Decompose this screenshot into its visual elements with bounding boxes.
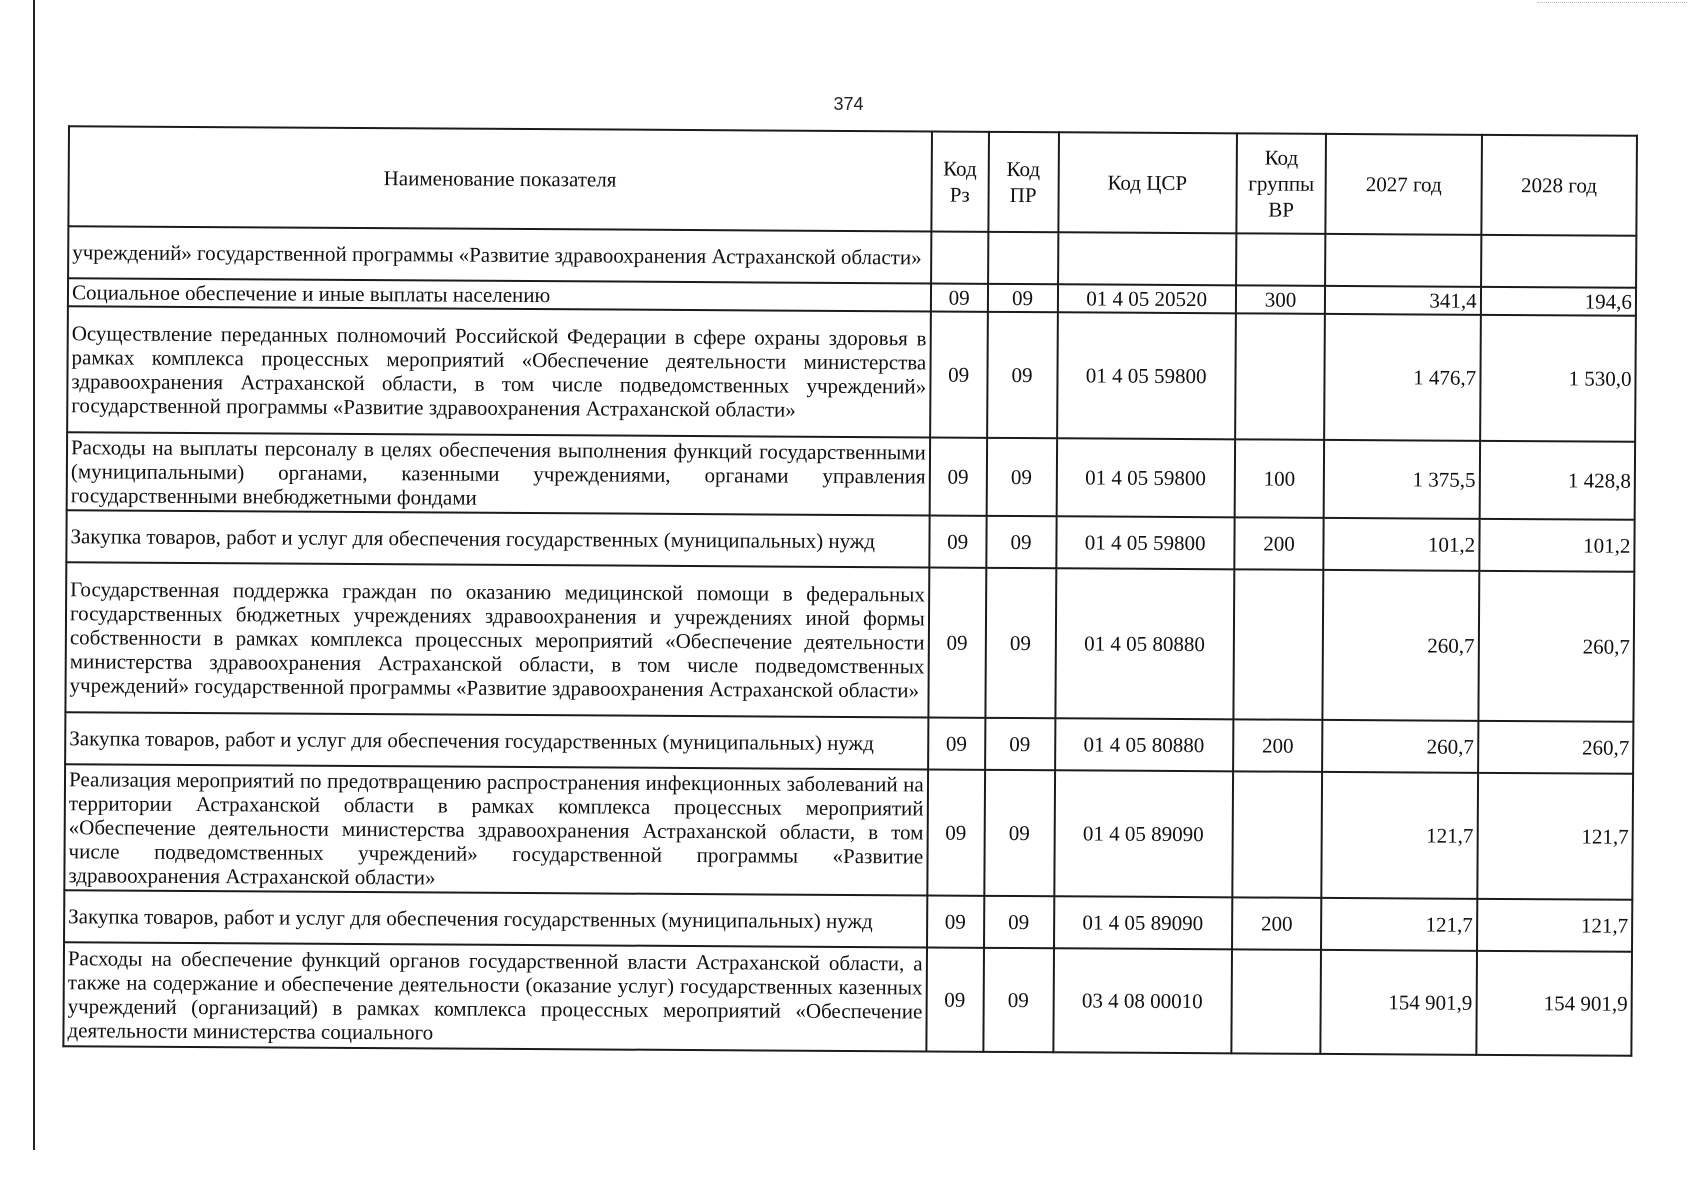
row-pr: 09 [986, 438, 1056, 516]
row-2028: 260,7 [1478, 571, 1634, 722]
row-csr: 01 4 05 59800 [1057, 312, 1236, 439]
page-number: 374 [833, 94, 864, 114]
row-2028: 1 428,8 [1479, 441, 1635, 520]
row-2027: 341,4 [1325, 286, 1480, 315]
row-pr: 09 [987, 284, 1057, 312]
row-pr: 09 [987, 312, 1058, 438]
row-2027: 260,7 [1322, 720, 1478, 773]
row-2027: 101,2 [1324, 518, 1480, 571]
row-name: Закупка товаров, работ и услуг для обеспечения государственных (муниципальных) нужд [65, 712, 928, 769]
row-name: Закупка товаров, работ и услуг для обеспечения государственных (муниципальных) нужд [66, 510, 929, 567]
row-vr [1236, 233, 1326, 286]
row-name: Закупка товаров, работ и услуг для обеспечения государственных (муниципальных) нужд [64, 890, 927, 947]
row-name: Социальное обеспечение и иные выплаты населению [68, 278, 931, 311]
row-rz: 09 [928, 717, 985, 769]
row-csr: 01 4 05 89090 [1054, 896, 1233, 949]
row-vr: 100 [1234, 439, 1324, 518]
row-pr: 09 [983, 948, 1054, 1052]
row-name: Расходы на выплаты персоналу в целях обеспечения выполнения функций государственными (муниципальными) органами, казенными учреждениями, органами управления государственными внебюджетными фондами [67, 432, 930, 515]
row-pr: 09 [985, 568, 1056, 718]
row-rz: 09 [926, 947, 983, 1051]
row-pr: 09 [986, 516, 1056, 568]
table-row [67, 432, 1635, 520]
row-rz: 09 [931, 283, 988, 311]
header-vr: Код группы ВР [1236, 133, 1326, 234]
row-rz: 09 [927, 769, 985, 895]
header-rz: Код Рз [931, 131, 988, 231]
table-row [64, 890, 1632, 952]
row-vr: 200 [1232, 897, 1322, 950]
table-row [65, 712, 1633, 774]
budget-table [62, 125, 1638, 1057]
row-csr: 01 4 05 89090 [1054, 770, 1233, 897]
row-rz: 09 [928, 567, 986, 717]
row-vr: 200 [1233, 719, 1323, 772]
row-rz [931, 231, 988, 283]
row-csr [1058, 232, 1237, 285]
row-2028: 121,7 [1477, 773, 1633, 900]
row-2027: 1 476,7 [1325, 314, 1481, 441]
row-name: Реализация мероприятий по предотвращению распространения инфекционных заболеваний на территории Астраханской области в рамках комплекса процессных мероприятий «Обеспечение деятельности министерства здравоохранения Астраханской области, в том числе подведомственных учреждений» государственной программы «Развитие здравоохранения Астраханской области» [64, 764, 927, 895]
row-pr [988, 232, 1058, 284]
header-name: Наименование показателя [68, 126, 931, 231]
row-rz: 09 [930, 311, 988, 437]
row-csr: 01 4 05 59800 [1056, 438, 1235, 517]
row-rz: 09 [927, 895, 984, 947]
row-2027: 260,7 [1323, 570, 1479, 721]
row-vr: 200 [1234, 517, 1324, 570]
row-csr: 01 4 05 80880 [1055, 568, 1234, 719]
row-2027 [1325, 234, 1481, 287]
table-row [67, 306, 1636, 442]
row-2027: 154 901,9 [1321, 950, 1477, 1055]
row-pr: 09 [984, 896, 1054, 948]
row-vr [1232, 771, 1322, 898]
row-csr: 01 4 05 59800 [1056, 516, 1235, 569]
row-2028: 1 530,0 [1480, 315, 1636, 442]
row-2027: 1 375,5 [1324, 440, 1480, 519]
row-2027: 121,7 [1322, 772, 1478, 899]
row-rz: 09 [929, 437, 986, 515]
table-row [68, 226, 1636, 288]
row-name: Государственная поддержка граждан по оказанию медицинской помощи в федеральных государственных бюджетных учреждениях здравоохранения и учреждениях иной формы собственности в рамках комплекса процессных мероприятий «Обеспечение деятельности министерства здравоохранения Астраханской области, в том числе подведомственных учреждений» государственной программы «Развитие здравоохранения Астраханской области» [65, 562, 929, 717]
row-2028 [1481, 235, 1637, 288]
row-vr [1235, 313, 1325, 440]
row-2027: 121,7 [1321, 898, 1477, 951]
row-2028: 121,7 [1477, 899, 1633, 952]
table-row [63, 942, 1632, 1056]
header-2028: 2028 год [1481, 135, 1637, 236]
row-name: Расходы на обеспечение функций органов государственной власти Астраханской области, а также на содержание и обеспечение деятельности (оказание услуг) государственных казенных учреждений (организаций) в рамках комплекса процессных мероприятий «Обеспечение деятельности министерства социального [63, 942, 926, 1051]
row-pr: 09 [984, 770, 1055, 896]
scan-mark [1537, 2, 1687, 7]
row-2028: 154 901,9 [1476, 951, 1632, 1056]
header-pr: Код ПР [988, 132, 1059, 232]
row-2028: 101,2 [1479, 519, 1635, 572]
row-2028: 194,6 [1481, 287, 1636, 316]
row-csr: 01 4 05 80880 [1055, 718, 1234, 771]
table-row [64, 764, 1633, 900]
margin-rule [33, 0, 35, 1150]
row-name: Осуществление переданных полномочий Российской Федерации в сфере охраны здоровья в рамках комплекса процессных мероприятий «Обеспечение деятельности министерства здравоохранения Астраханской области, в том числе подведомственных учреждений» государственной программы «Развитие здравоохранения Астраханской области» [67, 306, 930, 437]
row-name: учреждений» государственной программы «Развитие здравоохранения Астраханской области» [68, 226, 931, 283]
row-vr: 300 [1236, 285, 1326, 314]
row-csr: 03 4 08 00010 [1053, 948, 1232, 1053]
row-vr [1233, 569, 1324, 720]
row-vr [1231, 949, 1321, 1054]
row-rz: 09 [929, 515, 986, 567]
header-2027: 2027 год [1326, 134, 1482, 235]
row-2028: 260,7 [1478, 721, 1634, 774]
table-row [65, 562, 1634, 722]
row-csr: 01 4 05 20520 [1057, 284, 1235, 313]
header-csr: Код ЦСР [1058, 132, 1237, 233]
table-row [66, 510, 1634, 572]
row-pr: 09 [985, 718, 1055, 770]
table-header-row [68, 126, 1637, 236]
